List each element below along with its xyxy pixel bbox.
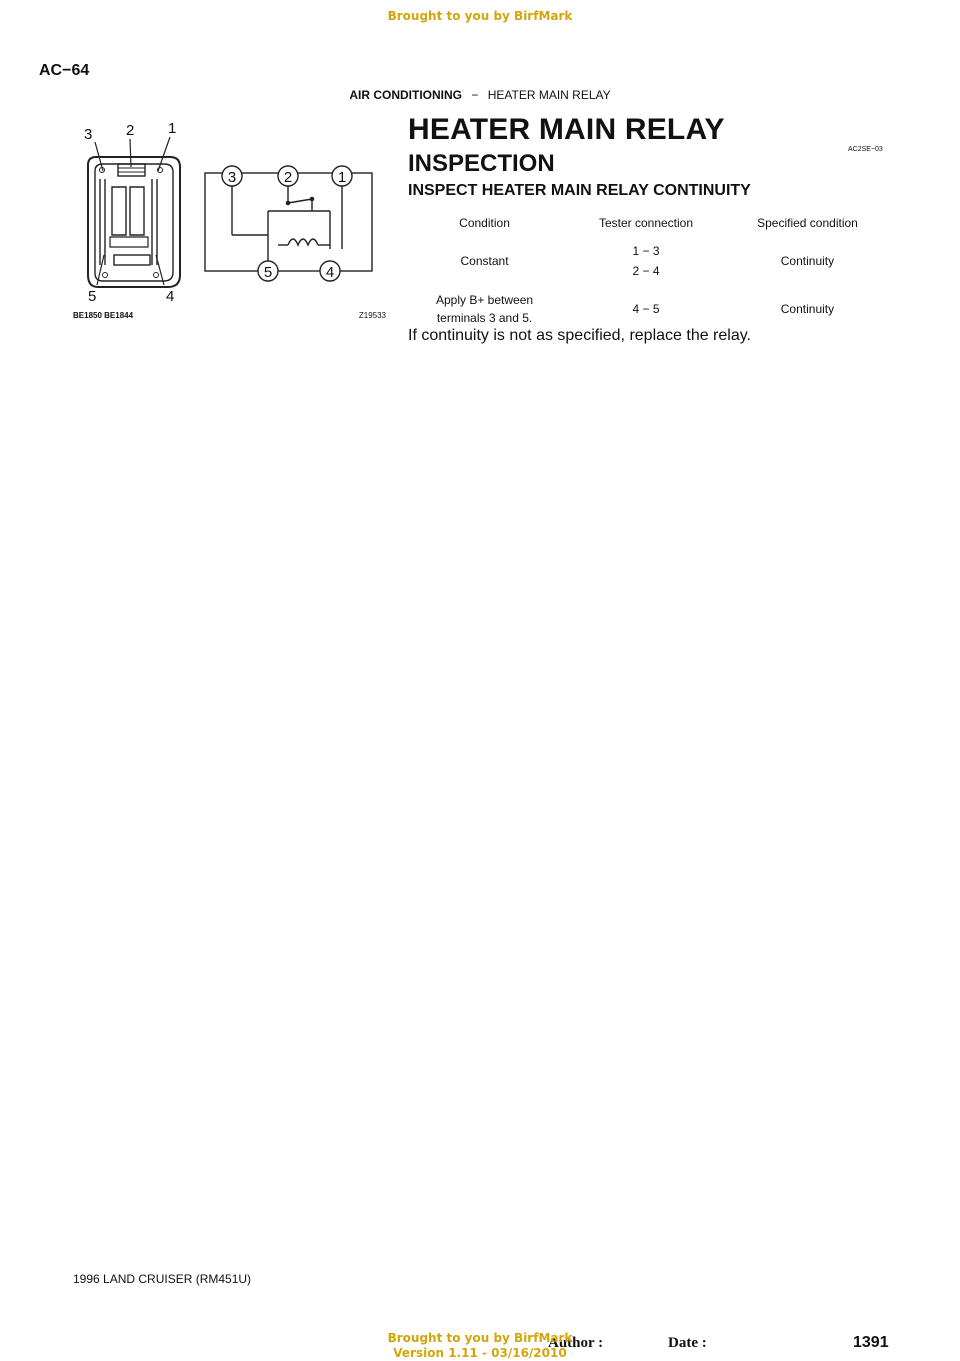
table-cell-condition: Constant [460, 254, 509, 268]
circuit-label-3: 3 [227, 169, 237, 186]
connector-label-3: 3 [84, 126, 93, 143]
condition-line: Apply B+ between [435, 293, 534, 307]
watermark-bottom-line1: Brought to you by BirfMark [387, 1331, 573, 1345]
connection-line: 1 − 3 [632, 244, 660, 258]
condition-line: terminals 3 and 5. [436, 311, 533, 325]
table-cell-connection: 4 − 5 [632, 302, 660, 316]
instruction-note: If continuity is not as specified, replace the relay. [408, 327, 751, 344]
table-header-row [405, 209, 887, 237]
table-cell-result: Continuity [780, 254, 835, 268]
connector-label-2: 2 [126, 122, 135, 139]
table-row [405, 285, 887, 333]
relay-connector-drawing [88, 157, 180, 287]
connection-line: 2 − 4 [632, 264, 660, 278]
relay-figure [68, 115, 388, 325]
page-id: AC−64 [39, 62, 90, 79]
running-head-section: AIR CONDITIONING [349, 88, 463, 102]
connector-label-5: 5 [88, 288, 97, 305]
figure-code-left: BE1850 BE1844 [73, 311, 134, 320]
document-code: AC2SE−03 [848, 146, 883, 153]
footer-date-label: Date : [668, 1335, 707, 1351]
section-title: INSPECTION [408, 150, 555, 177]
connector-label-1: 1 [168, 120, 177, 137]
table-header-condition: Condition [459, 216, 510, 230]
running-head-separator: − [471, 88, 479, 102]
continuity-spec-table [405, 209, 887, 333]
table-cell-connection [564, 237, 728, 285]
circuit-label-1: 1 [337, 169, 347, 186]
page-title: HEATER MAIN RELAY [408, 113, 725, 146]
table-header-specified-condition: Specified condition [757, 216, 858, 230]
step-title: INSPECT HEATER MAIN RELAY CONTINUITY [408, 182, 751, 199]
connector-leader-lines [95, 137, 170, 285]
watermark-bottom-line2: Version 1.11 - 03/16/2010 [393, 1346, 567, 1360]
running-head-topic: HEATER MAIN RELAY [487, 88, 611, 102]
table-header-tester-connection: Tester connection [598, 216, 694, 230]
table-cell-result: Continuity [780, 302, 835, 316]
watermark-top: Brought to you by BirfMark [387, 9, 573, 23]
page-number: 1391 [853, 1334, 889, 1351]
table-row [405, 237, 887, 285]
watermark-bottom [0, 1331, 960, 1361]
table-cell-condition [405, 285, 564, 333]
circuit-label-4: 4 [325, 264, 335, 281]
connector-label-4: 4 [166, 288, 175, 305]
figure-code-right: Z19533 [358, 311, 386, 320]
footer-author-label: Author : [548, 1335, 604, 1351]
running-head [0, 88, 960, 102]
relay-circuit-drawing [205, 173, 372, 271]
footer-model: 1996 LAND CRUISER (RM451U) [73, 1272, 252, 1286]
circuit-label-2: 2 [283, 169, 293, 186]
circuit-label-5: 5 [263, 264, 273, 281]
